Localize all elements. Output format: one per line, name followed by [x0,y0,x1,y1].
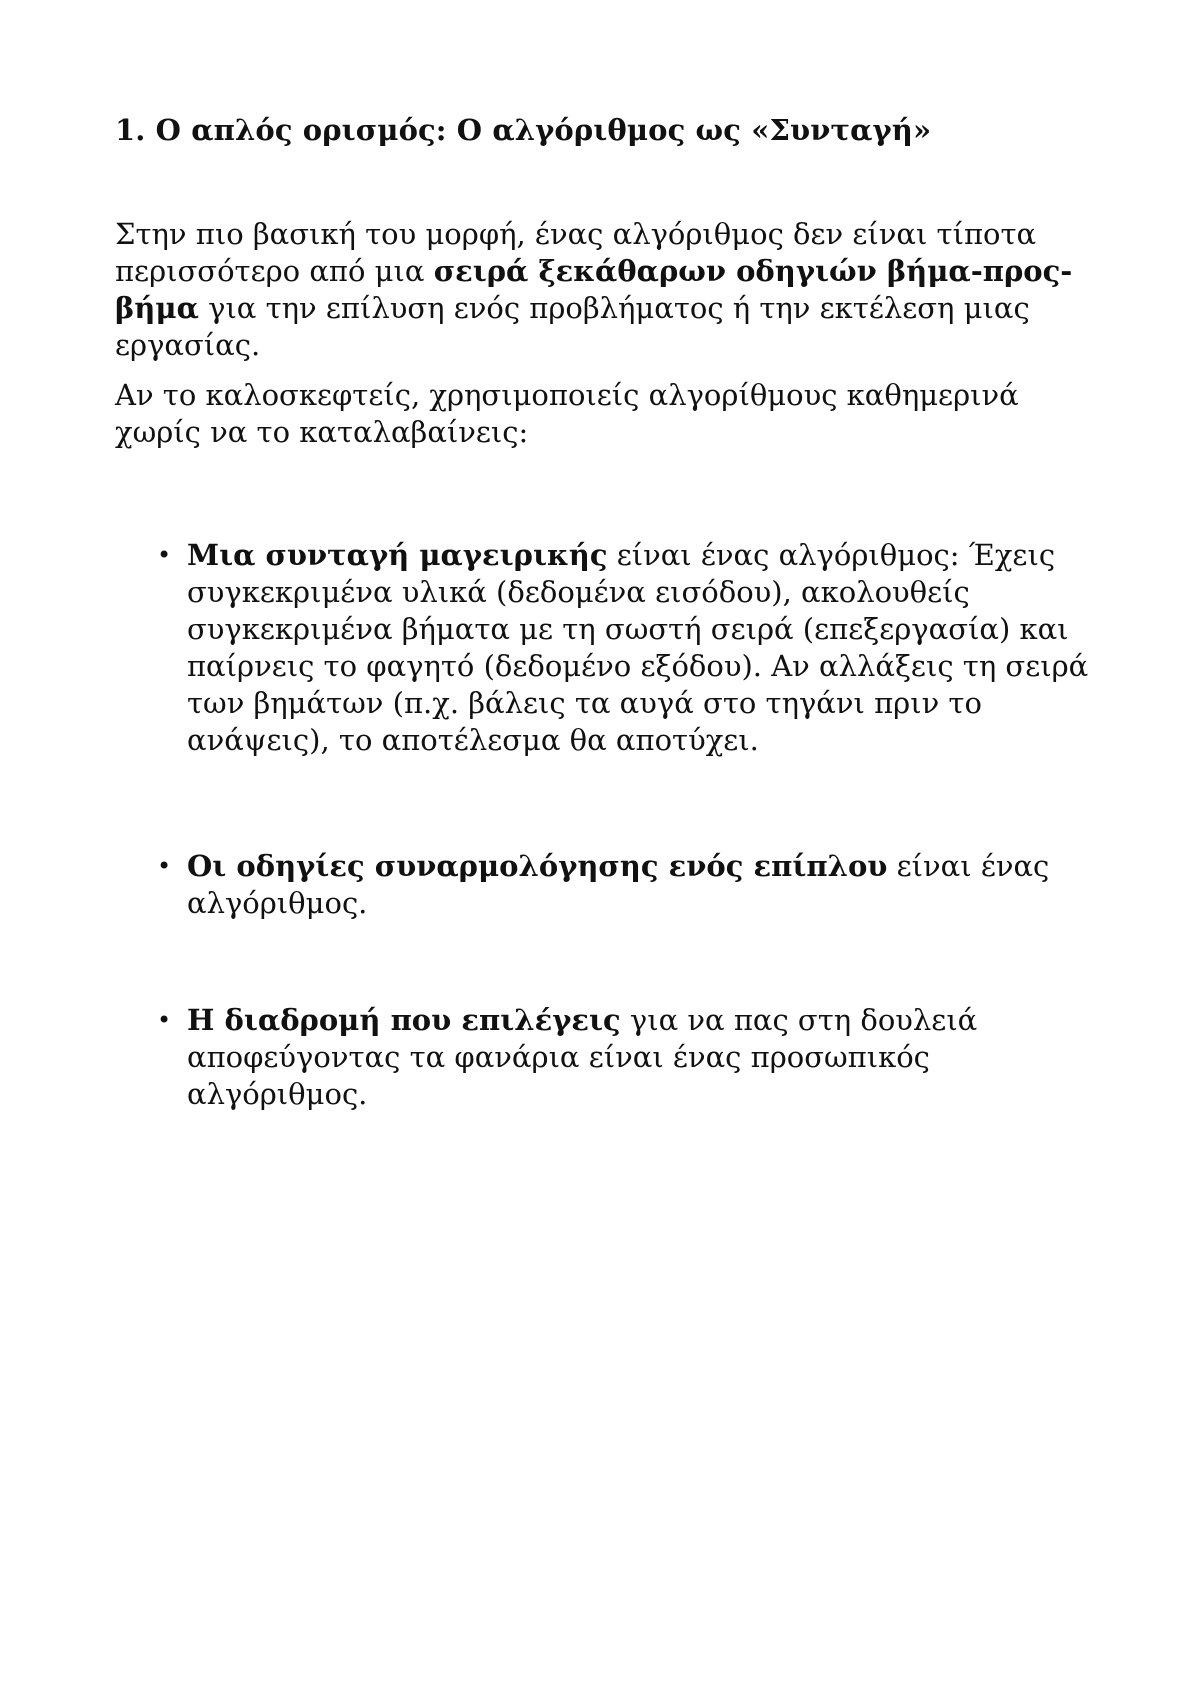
document-page [115,110,1095,1113]
intro-text-end: για την επίλυση ενός προβλήματος ή την εκτέλεση μιας εργασίας. [115,291,1030,362]
list-item-bold: Οι οδηγίες συναρμολόγησης ενός επίπλου [187,849,888,883]
intro-paragraph [115,216,1085,364]
list-item-route [115,1002,1097,1113]
list-item-recipe [115,537,1097,759]
list-item-bold: Μια συνταγή μαγειρικής [187,538,608,572]
bullet-icon: • [157,852,172,880]
list-item-text: είναι ένας αλγόριθμος: Έχεις συγκεκριμένα υλικά (δεδομένα εισόδου), ακολουθείς συγκεκριμένα βήματα με τη σωστή σειρά (επεξεργασία) και παίρνεις το φαγητό (δεδομένο εξόδου). Αν αλλάξεις τη σειρά των βημάτων (π.χ. βάλεις τα αυγά στο τηγάνι πριν το ανάψεις), το αποτέλεσμα θα αποτύχει. [187,538,1089,757]
everyday-paragraph: Αν το καλοσκεφτείς, χρησιμοποιείς αλγορίθμους καθημερινά χωρίς να το καταλαβαίνεις: [115,378,1019,449]
bullet-icon: • [157,1006,172,1034]
section-heading: 1. Ο απλός ορισμός: Ο αλγόριθμος ως «Συνταγή» [115,113,932,147]
bullet-icon: • [157,541,172,569]
intro-text-start: Στην πιο βασική του μορφή, ένας αλγόριθμος δεν είναι τίποτα περισσότερο από μια [115,217,1037,288]
examples-list [115,537,1095,1113]
intro-bold-phrase: σειρά ξεκάθαρων οδηγιών βήμα-προς-βήμα [115,254,1073,325]
list-item-text: είναι ένας αλγόριθμος. [187,849,1050,920]
list-item-text: για να πας στη δουλειά αποφεύγοντας τα φανάρια είναι ένας προσωπικός αλγόριθμος. [187,1003,978,1111]
list-item-furniture [115,848,1097,922]
list-item-bold: Η διαδρομή που επιλέγεις [187,1003,621,1037]
